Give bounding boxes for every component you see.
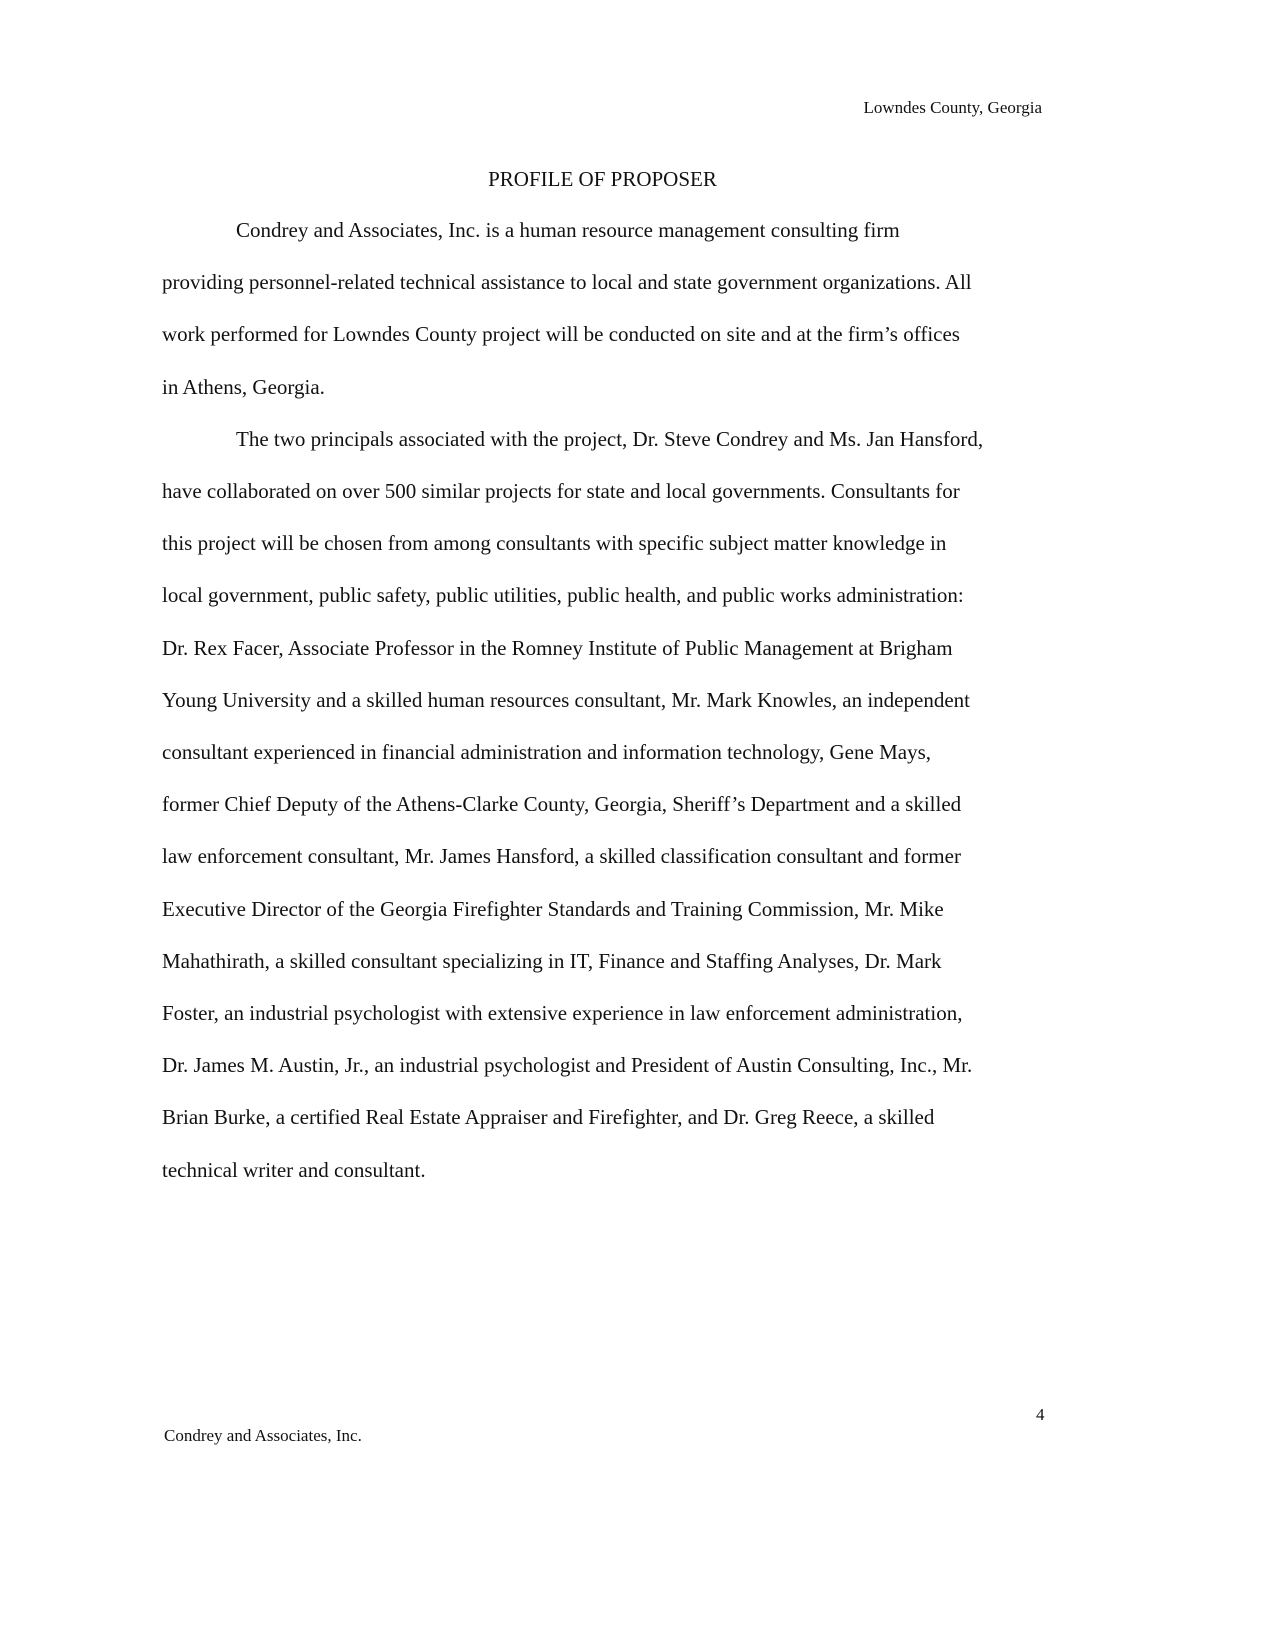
paragraph-line: Condrey and Associates, Inc. is a human resource management consulting firm [236, 218, 900, 242]
paragraph-line: providing personnel-related technical assistance to local and state government organizations. All [162, 270, 972, 294]
running-head: Lowndes County, Georgia [863, 98, 1042, 117]
page-title: PROFILE OF PROPOSER [488, 167, 717, 191]
paragraph-line: in Athens, Georgia. [162, 375, 325, 399]
paragraph-line: this project will be chosen from among consultants with specific subject matter knowledge in [162, 531, 947, 555]
paragraph-line: Executive Director of the Georgia Firefighter Standards and Training Commission, Mr. Mike [162, 897, 944, 921]
paragraph-line: Dr. Rex Facer, Associate Professor in the Romney Institute of Public Management at Brigham [162, 636, 953, 660]
footer-company: Condrey and Associates, Inc. [164, 1426, 362, 1445]
paragraph-line: Mahathirath, a skilled consultant specializing in IT, Finance and Staffing Analyses, Dr. Mark [162, 949, 942, 973]
paragraph-line: Brian Burke, a certified Real Estate Appraiser and Firefighter, and Dr. Greg Reece, a skilled [162, 1105, 935, 1129]
paragraph-line: Young University and a skilled human resources consultant, Mr. Mark Knowles, an independent [162, 688, 970, 712]
paragraph-line: former Chief Deputy of the Athens-Clarke County, Georgia, Sheriff’s Department and a skilled [162, 792, 962, 816]
paragraph-line: have collaborated on over 500 similar projects for state and local governments. Consultants for [162, 479, 960, 503]
paragraph-line: consultant experienced in financial administration and information technology, Gene Mays, [162, 740, 931, 764]
paragraph-line: work performed for Lowndes County project will be conducted on site and at the firm’s offices [162, 322, 960, 346]
paragraph-line: Foster, an industrial psychologist with extensive experience in law enforcement administration, [162, 1001, 963, 1025]
page-number: 4 [1036, 1405, 1045, 1424]
paragraph-line: The two principals associated with the project, Dr. Steve Condrey and Ms. Jan Hansford, [236, 427, 984, 451]
paragraph-line: local government, public safety, public utilities, public health, and public works administration: [162, 583, 964, 607]
paragraph-line: Dr. James M. Austin, Jr., an industrial psychologist and President of Austin Consulting, Inc., Mr. [162, 1053, 973, 1077]
paragraph-line: law enforcement consultant, Mr. James Hansford, a skilled classification consultant and former [162, 844, 961, 868]
paragraph-line: technical writer and consultant. [162, 1158, 426, 1182]
